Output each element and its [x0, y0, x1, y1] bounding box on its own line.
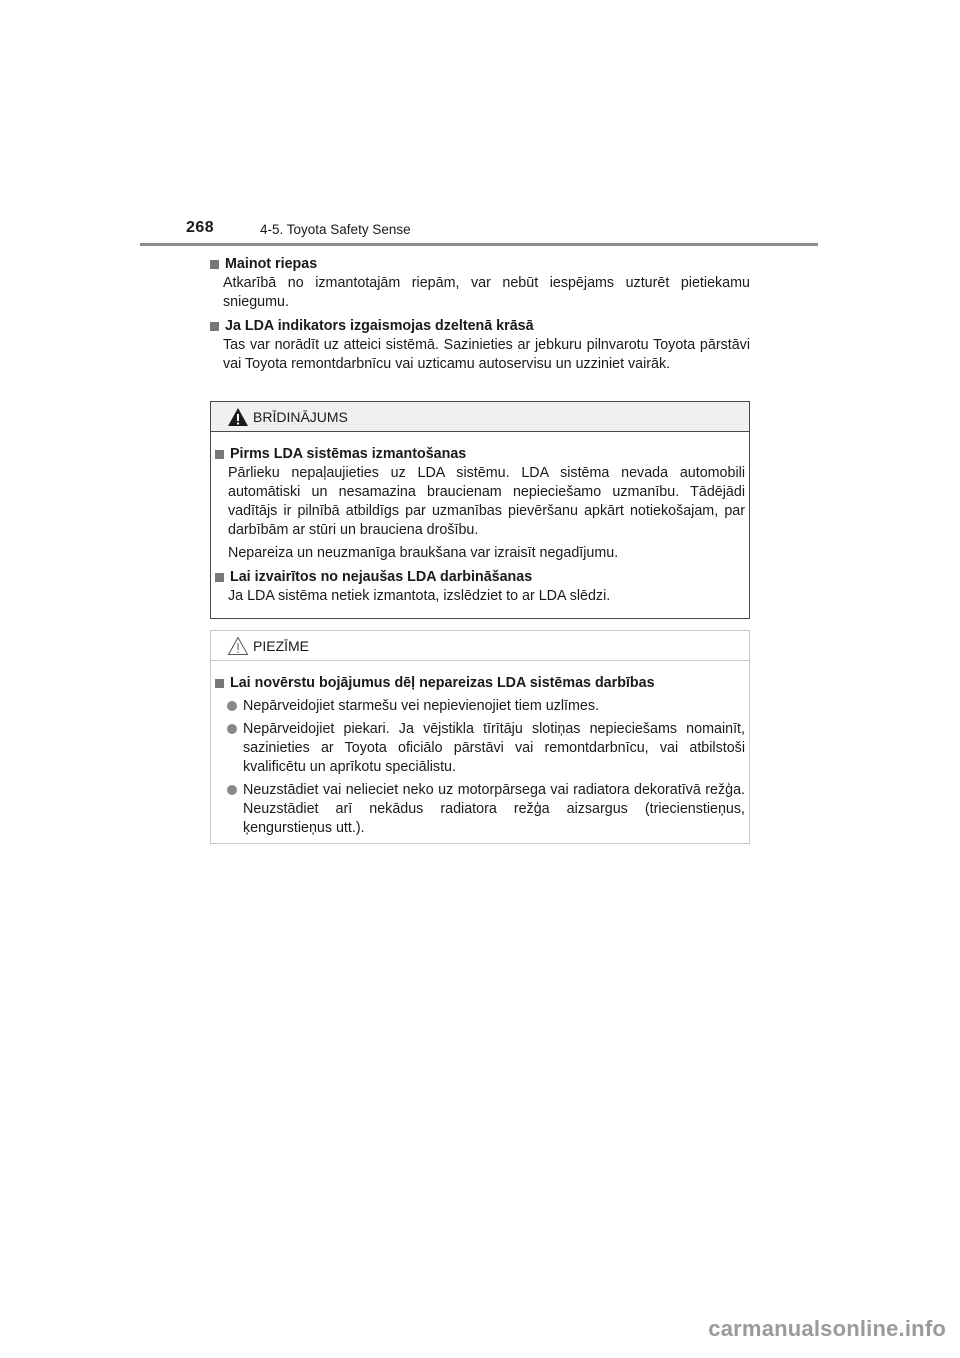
notice-bullet	[227, 781, 745, 838]
circle-bullet-icon	[227, 701, 237, 711]
watermark-logo: carmanualsonline.info	[708, 1316, 946, 1341]
section-title: 4-5. Toyota Safety Sense	[260, 222, 411, 237]
header-divider	[140, 243, 818, 246]
warning-triangle-icon	[227, 407, 249, 427]
list-item	[210, 254, 750, 312]
bullet-text: Nepārveidojiet starmešu vei nepievienojiet tiem uzlīmes.	[243, 698, 599, 714]
warning-paragraph: Ja LDA sistēma netiek izmantota, izslēdziet to ar LDA slēdzi.	[228, 588, 611, 604]
intro-items	[210, 254, 750, 374]
notice-heading: PIEZĪME	[253, 637, 310, 654]
item-title: Mainot riepas	[225, 256, 318, 272]
warning-paragraph: Pārlieku nepaļaujieties uz LDA sistēmu. LDA sistēma nevada automobili automātiski un nesamazina braucienam nepieciešamo uzmanību. Tādējādi vadītājs ir pilnībā atbildīgs par uzmanības pievēršanu apkārt notiekošajam, par darbībām ar stūri un brauciena drošību.	[228, 465, 745, 538]
square-bullet-icon	[215, 573, 224, 582]
warning-block-title: Lai izvairītos no nejaušas LDA darbināšanas	[230, 569, 533, 585]
square-bullet-icon	[215, 450, 224, 459]
item-body: Tas var norādīt uz atteici sistēmā. Sazinieties ar jebkuru pilnvarotu Toyota pārstāvi vai Toyota remontdarbnīcu vai uzticamu autoservisu un uzziniet vairāk.	[223, 337, 750, 372]
bullet-text: Neuzstādiet vai nelieciet neko uz motorpārsega vai radiatora dekoratīvā režģa. Neuzstādiet arī nekādus radiatora režģa aizsargus (triecienstieņus, ķengurstieņus utt.).	[243, 782, 745, 836]
square-bullet-icon	[210, 322, 219, 331]
warning-paragraph: Nepareiza un neuzmanīga braukšana var izraisīt negadījumu.	[228, 545, 619, 561]
notice-title: Lai novērstu bojājumus dēļ nepareizas LDA sistēmas darbības	[230, 675, 655, 691]
warning-block-title: Pirms LDA sistēmas izmantošanas	[230, 446, 467, 462]
square-bullet-icon	[215, 679, 224, 688]
circle-bullet-icon	[227, 724, 237, 734]
warning-header	[211, 402, 749, 432]
circle-bullet-icon	[227, 785, 237, 795]
warning-block	[215, 567, 745, 606]
page-number: 268	[186, 219, 215, 236]
notice-bullet	[227, 720, 745, 777]
list-item	[210, 316, 750, 374]
warning-heading: BRĪDINĀJUMS	[253, 408, 348, 425]
item-body: Atkarībā no izmantotajām riepām, var nebūt iespējams uzturēt pietiekamu sniegumu.	[223, 275, 750, 310]
bullet-text: Nepārveidojiet piekari. Ja vējstikla tīrītāju slotiņas nepieciešams nomainīt, sazinieties ar Toyota oficiālo pārstāvi vai remontdarbnīcu, vai atbilstoši kvalificētu un aprīkotu speciālistu.	[243, 721, 745, 775]
notice-bullet	[227, 697, 745, 716]
notice-box	[210, 630, 750, 844]
warning-box	[210, 401, 750, 619]
square-bullet-icon	[210, 260, 219, 269]
item-title: Ja LDA indikators izgaismojas dzeltenā krāsā	[225, 318, 534, 334]
notice-triangle-icon	[227, 636, 249, 656]
notice-header	[211, 631, 749, 661]
warning-block	[215, 444, 745, 563]
